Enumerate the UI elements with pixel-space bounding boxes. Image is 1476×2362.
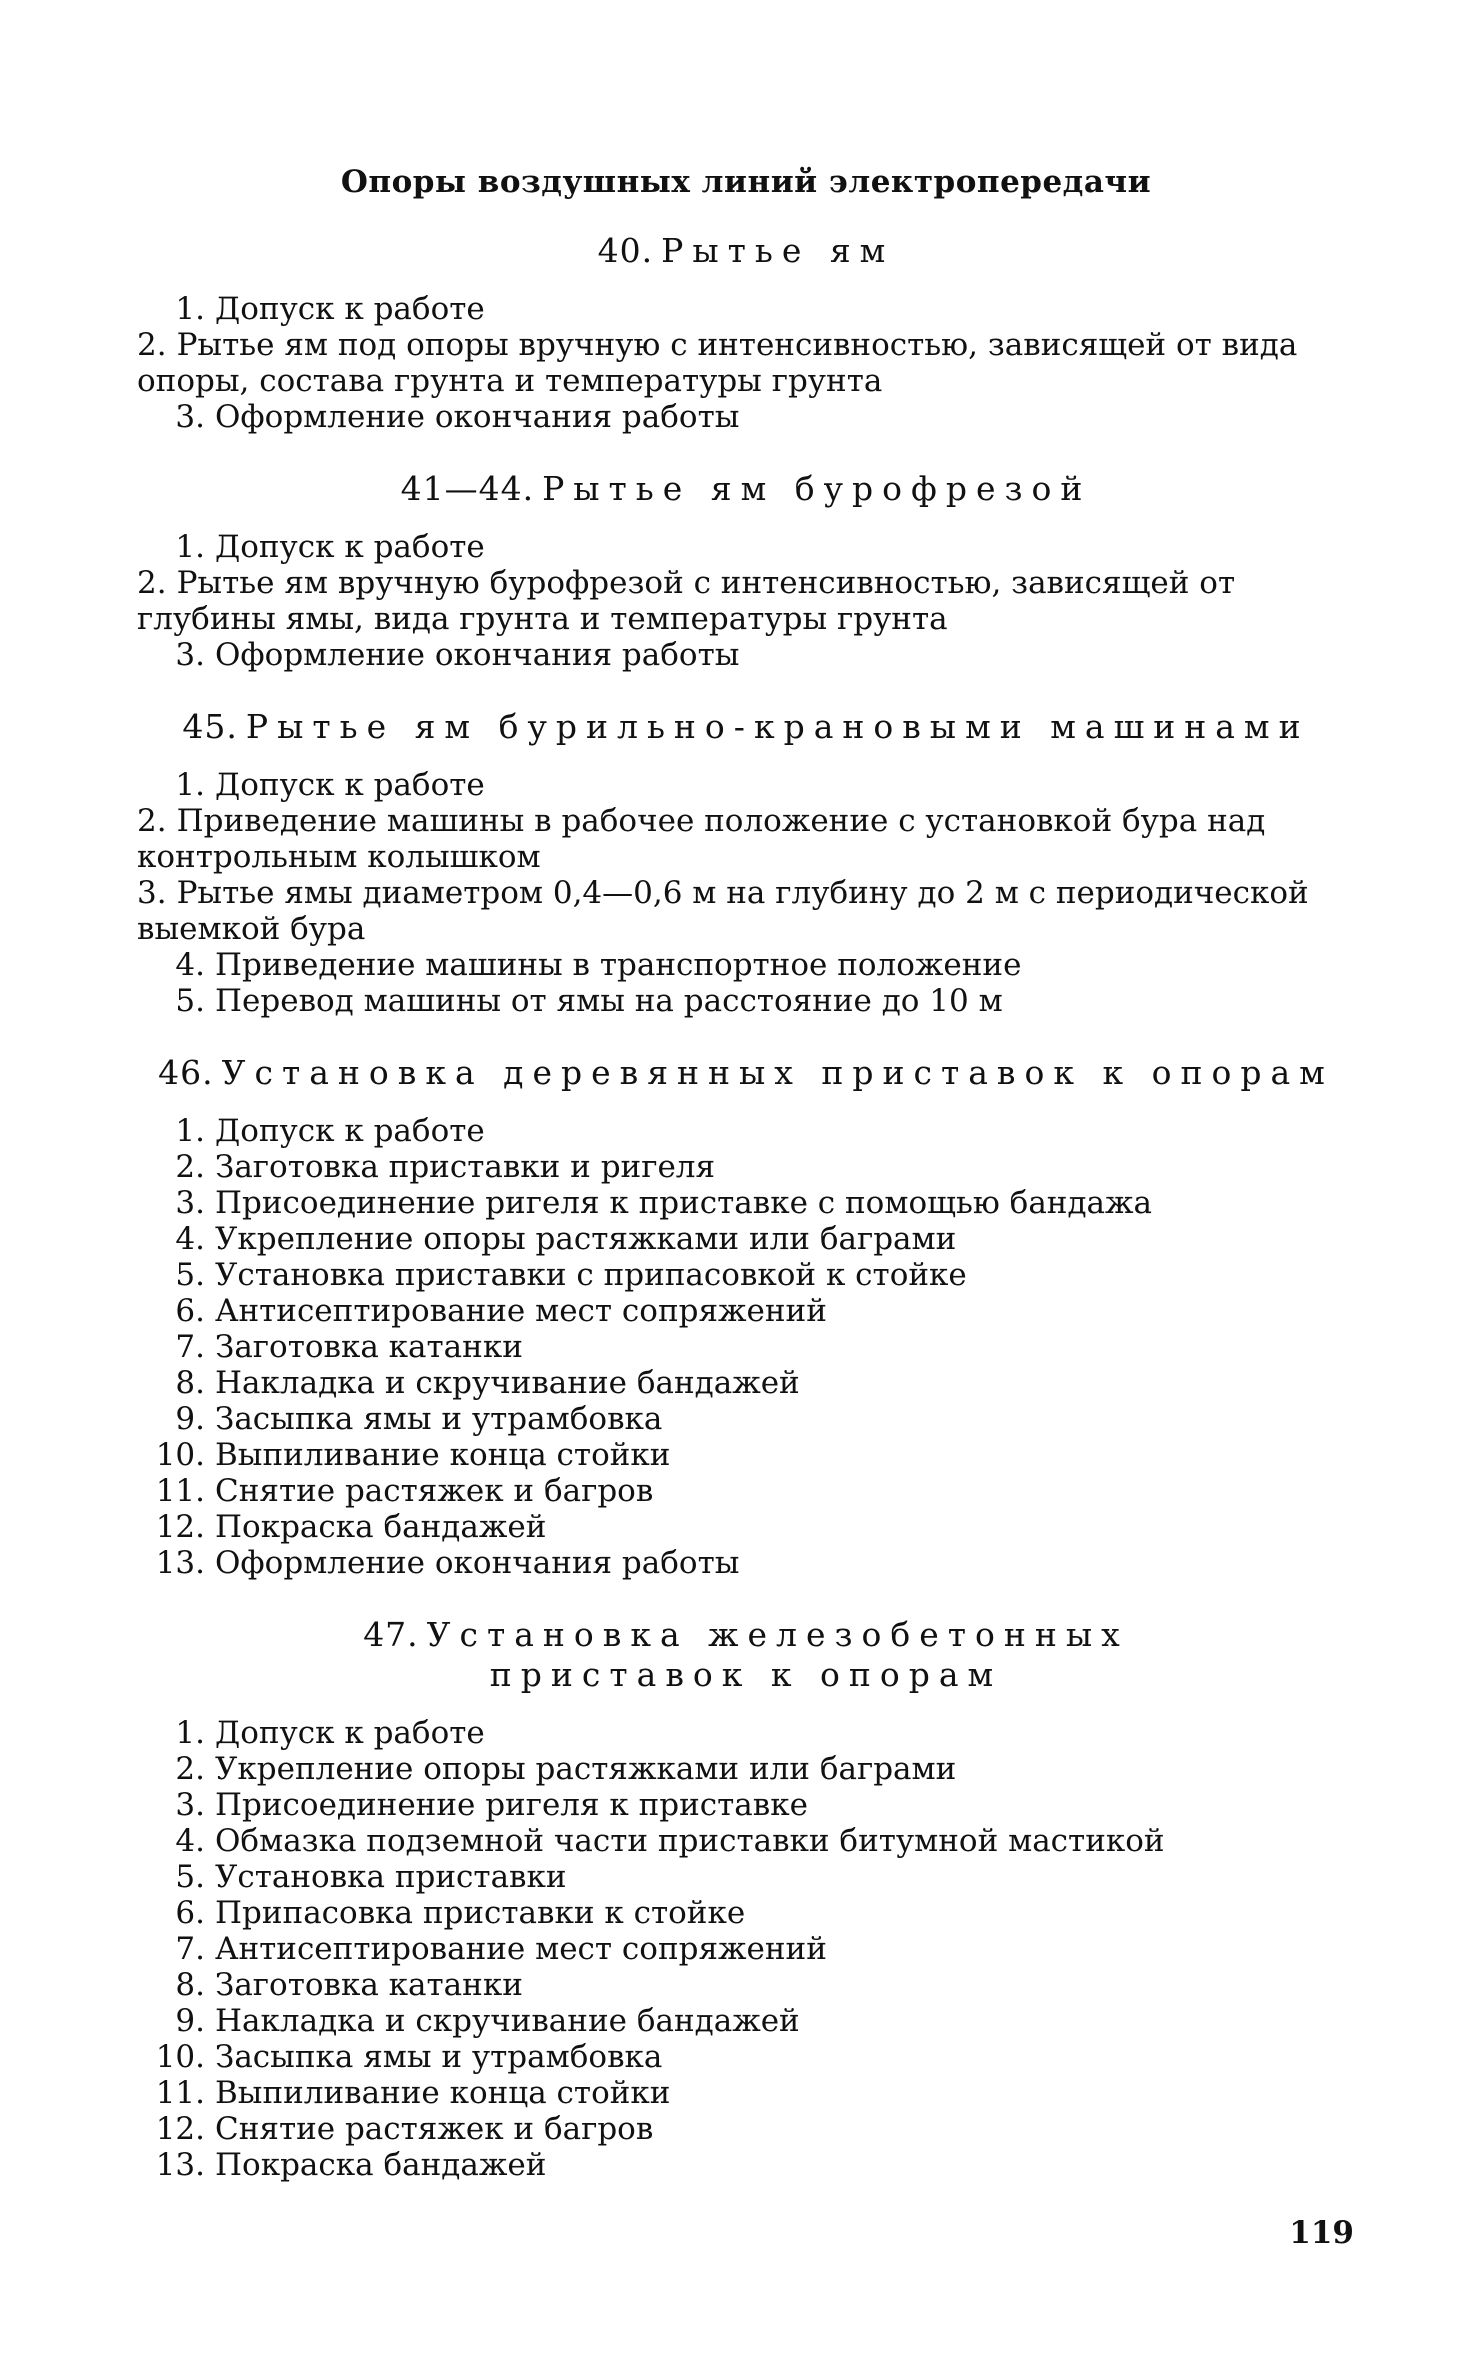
item-text: Засыпка ямы и утрамбовка bbox=[215, 2039, 663, 2075]
page-number: 119 bbox=[1289, 2215, 1354, 2251]
list-item bbox=[137, 399, 1355, 435]
section-number: 40. bbox=[597, 231, 654, 270]
item-text: Перевод машины от ямы на расстояние до 10 м bbox=[215, 983, 1003, 1019]
list-item bbox=[137, 529, 1355, 565]
item-text: Накладка и скручивание бандажей bbox=[215, 2003, 800, 2039]
item-text: Выпиливание конца стойки bbox=[215, 2075, 671, 2111]
item-number: 1. bbox=[175, 291, 205, 327]
list-item bbox=[137, 1715, 1355, 1751]
item-number: 5. bbox=[175, 1257, 205, 1293]
item-number: 5. bbox=[175, 983, 205, 1019]
list-item bbox=[137, 327, 1355, 399]
item-text: Заготовка катанки bbox=[215, 1967, 523, 2003]
section-number: 47. bbox=[363, 1615, 419, 1654]
list-item bbox=[137, 2075, 1355, 2111]
section-number: 41—44. bbox=[400, 469, 535, 508]
list-item bbox=[137, 1787, 1355, 1823]
item-text: Покраска бандажей bbox=[215, 1509, 547, 1545]
item-text: Рытье ямы диаметром 0,4—0,6 м на глубину до 2 м с периодической выемкой бура bbox=[137, 875, 1309, 947]
section-title-text: Рытье ям бурофрезой bbox=[542, 469, 1092, 508]
list-item bbox=[137, 767, 1355, 803]
list-item bbox=[137, 1931, 1355, 1967]
item-text: Рытье ям под опоры вручную с интенсивностью, зависящей от вида опоры, состава грунта и температуры грунта bbox=[137, 327, 1298, 399]
item-text: Оформление окончания работы bbox=[215, 399, 740, 435]
item-text: Рытье ям вручную бурофрезой с интенсивностью, зависящей от глубины ямы, вида грунта и температуры грунта bbox=[137, 565, 1236, 637]
list-item bbox=[137, 1113, 1355, 1149]
list-item bbox=[137, 1473, 1355, 1509]
item-text: Покраска бандажей bbox=[215, 2147, 547, 2183]
operations-list bbox=[137, 1715, 1355, 2183]
item-text: Заготовка приставки и ригеля bbox=[215, 1149, 716, 1185]
list-item bbox=[137, 1221, 1355, 1257]
operations-list bbox=[137, 1113, 1355, 1581]
item-number: 13. bbox=[155, 2147, 205, 2183]
item-number: 11. bbox=[155, 1473, 205, 1509]
item-text: Накладка и скручивание бандажей bbox=[215, 1365, 800, 1401]
list-item bbox=[137, 1149, 1355, 1185]
item-number: 3. bbox=[175, 1787, 205, 1823]
item-text: Приведение машины в транспортное положение bbox=[215, 947, 1022, 983]
item-text: Допуск к работе bbox=[215, 767, 485, 803]
item-number: 3. bbox=[137, 875, 167, 911]
item-number: 1. bbox=[175, 529, 205, 565]
list-item bbox=[137, 1823, 1355, 1859]
section-title-text: Установка железобетонных приставок к опорам bbox=[426, 1615, 1129, 1694]
item-text: Приведение машины в рабочее положение с установкой бура над контрольным колышком bbox=[137, 803, 1266, 875]
item-number: 4. bbox=[175, 947, 205, 983]
item-number: 4. bbox=[175, 1823, 205, 1859]
section-number: 46. bbox=[158, 1053, 214, 1092]
item-text: Укрепление опоры растяжками или баграми bbox=[215, 1221, 957, 1257]
list-item bbox=[137, 1329, 1355, 1365]
item-number: 12. bbox=[155, 2111, 205, 2147]
item-number: 3. bbox=[175, 637, 205, 673]
section-heading bbox=[137, 469, 1355, 509]
item-number: 2. bbox=[175, 1751, 205, 1787]
item-text: Выпиливание конца стойки bbox=[215, 1437, 671, 1473]
list-item bbox=[137, 2111, 1355, 2147]
list-item bbox=[137, 1545, 1355, 1581]
operations-list bbox=[137, 767, 1355, 1019]
section-title-text: Рытье ям bbox=[661, 231, 895, 270]
item-number: 7. bbox=[175, 1931, 205, 1967]
item-number: 4. bbox=[175, 1221, 205, 1257]
item-number: 2. bbox=[175, 1149, 205, 1185]
item-text: Присоединение ригеля к приставке с помощью бандажа bbox=[215, 1185, 1153, 1221]
list-item bbox=[137, 803, 1355, 875]
item-number: 6. bbox=[175, 1895, 205, 1931]
section-45 bbox=[137, 707, 1355, 1019]
page-content bbox=[137, 160, 1355, 2217]
section-41-44 bbox=[137, 469, 1355, 673]
operations-list bbox=[137, 291, 1355, 435]
item-text: Антисептирование мест сопряжений bbox=[215, 1293, 827, 1329]
item-number: 3. bbox=[175, 1185, 205, 1221]
item-text: Оформление окончания работы bbox=[215, 637, 740, 673]
item-text: Допуск к работе bbox=[215, 1113, 485, 1149]
item-text: Допуск к работе bbox=[215, 291, 485, 327]
section-40 bbox=[137, 231, 1355, 435]
item-number: 8. bbox=[175, 1967, 205, 2003]
item-number: 2. bbox=[137, 565, 167, 601]
item-number: 12. bbox=[155, 1509, 205, 1545]
item-text: Присоединение ригеля к приставке bbox=[215, 1787, 808, 1823]
item-number: 3. bbox=[175, 399, 205, 435]
list-item bbox=[137, 947, 1355, 983]
section-46 bbox=[137, 1053, 1355, 1581]
list-item bbox=[137, 637, 1355, 673]
item-text: Снятие растяжек и багров bbox=[215, 1473, 654, 1509]
item-text: Снятие растяжек и багров bbox=[215, 2111, 654, 2147]
item-number: 2. bbox=[137, 327, 167, 363]
page-title: Опоры воздушных линий электропередачи bbox=[340, 164, 1152, 200]
item-number: 1. bbox=[175, 767, 205, 803]
list-item bbox=[137, 2039, 1355, 2075]
item-number: 7. bbox=[175, 1329, 205, 1365]
item-text: Антисептирование мест сопряжений bbox=[215, 1931, 827, 1967]
list-item bbox=[137, 1185, 1355, 1221]
list-item bbox=[137, 1509, 1355, 1545]
list-item bbox=[137, 875, 1355, 947]
section-heading bbox=[137, 1615, 1355, 1695]
item-number: 1. bbox=[175, 1113, 205, 1149]
section-title-text: Установка деревянных приставок к опорам bbox=[221, 1053, 1334, 1092]
item-text: Установка приставки с припасовкой к стойке bbox=[215, 1257, 967, 1293]
item-text: Заготовка катанки bbox=[215, 1329, 523, 1365]
item-number: 11. bbox=[155, 2075, 205, 2111]
list-item bbox=[137, 1751, 1355, 1787]
item-text: Укрепление опоры растяжками или баграми bbox=[215, 1751, 957, 1787]
item-number: 9. bbox=[175, 1401, 205, 1437]
list-item bbox=[137, 1401, 1355, 1437]
list-item bbox=[137, 291, 1355, 327]
item-number: 13. bbox=[155, 1545, 205, 1581]
section-number: 45. bbox=[182, 707, 238, 746]
item-number: 8. bbox=[175, 1365, 205, 1401]
item-text: Оформление окончания работы bbox=[215, 1545, 740, 1581]
section-47 bbox=[137, 1615, 1355, 2183]
list-item bbox=[137, 1895, 1355, 1931]
item-text: Установка приставки bbox=[215, 1859, 567, 1895]
item-number: 10. bbox=[155, 1437, 205, 1473]
item-text: Засыпка ямы и утрамбовка bbox=[215, 1401, 663, 1437]
list-item bbox=[137, 1293, 1355, 1329]
item-number: 9. bbox=[175, 2003, 205, 2039]
list-item bbox=[137, 1967, 1355, 2003]
list-item bbox=[137, 1437, 1355, 1473]
section-heading bbox=[137, 231, 1355, 271]
list-item bbox=[137, 1365, 1355, 1401]
item-number: 1. bbox=[175, 1715, 205, 1751]
item-number: 6. bbox=[175, 1293, 205, 1329]
section-heading bbox=[137, 707, 1355, 747]
section-title-text: Рытье ям бурильно-крановыми машинами bbox=[245, 707, 1310, 746]
item-text: Припасовка приставки к стойке bbox=[215, 1895, 746, 1931]
operations-list bbox=[137, 529, 1355, 673]
list-item bbox=[137, 1859, 1355, 1895]
item-number: 10. bbox=[155, 2039, 205, 2075]
item-number: 5. bbox=[175, 1859, 205, 1895]
item-text: Допуск к работе bbox=[215, 529, 485, 565]
item-text: Обмазка подземной части приставки битумной мастикой bbox=[215, 1823, 1165, 1859]
item-text: Допуск к работе bbox=[215, 1715, 485, 1751]
section-heading bbox=[137, 1053, 1355, 1093]
list-item bbox=[137, 1257, 1355, 1293]
list-item bbox=[137, 2003, 1355, 2039]
list-item bbox=[137, 2147, 1355, 2183]
list-item bbox=[137, 983, 1355, 1019]
item-number: 2. bbox=[137, 803, 167, 839]
list-item bbox=[137, 565, 1355, 637]
